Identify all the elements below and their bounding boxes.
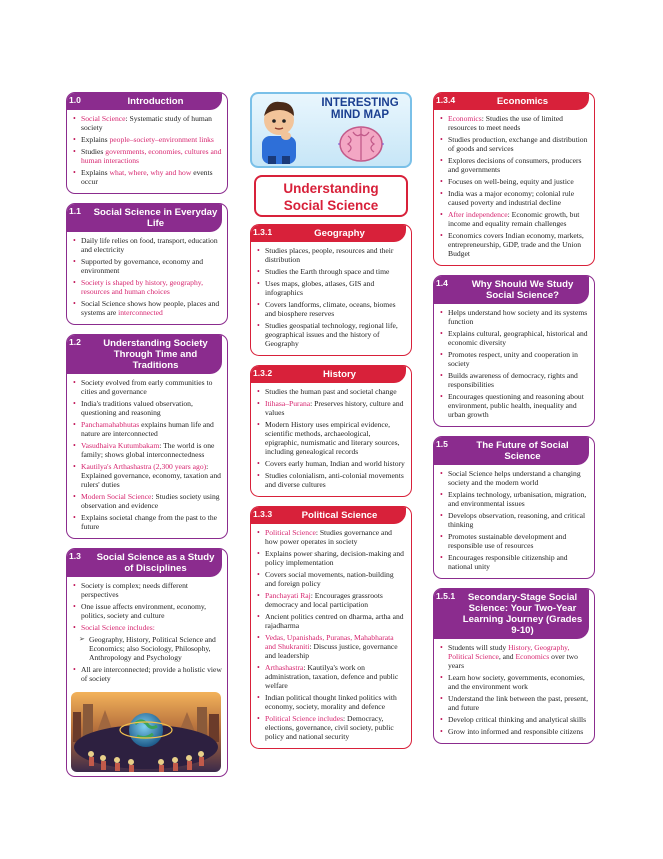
section-title: Why Should We Study Social Science?	[471, 279, 574, 301]
bullet-list	[251, 383, 411, 496]
section-secondary-stage	[433, 588, 595, 744]
list-item: • Students will study History, Geography, Political Science, and Economics over two years	[440, 643, 589, 670]
column-left	[66, 92, 228, 786]
list-item: • Grow into informed and responsible citizens	[440, 727, 589, 736]
list-item: • Studies geospatial technology, regional life, geographical issues and the history of Geography	[257, 321, 406, 348]
list-item: • Studies places, people, resources and their distribution	[257, 246, 406, 264]
section-header	[434, 276, 589, 304]
list-item: • Economics: Studies the use of limited resources to meet needs	[440, 114, 589, 132]
section-number: 1.0	[69, 95, 81, 105]
list-item: • Vedas, Upanishads, Puranas, Mahabharata and Shukraniti: Discuss justice, governance and leadership	[257, 633, 406, 660]
list-item: • Panchamahabhutas explains human life and nature are interconnected	[73, 420, 222, 438]
bullet-list	[67, 232, 227, 324]
section-header	[67, 204, 222, 232]
section-title: Economics	[496, 96, 549, 107]
list-item: • Encourages questioning and reasoning about environment, public health, inequality and urban growth	[440, 392, 589, 419]
section-number: 1.4	[436, 278, 448, 288]
section-title: Geography	[314, 228, 365, 239]
list-item: • Uses maps, globes, atlases, GIS and infographics	[257, 279, 406, 297]
section-disciplines	[66, 548, 228, 777]
list-item: • Society is shaped by history, geography, resources and human choices	[73, 278, 222, 296]
section-geography	[250, 224, 412, 356]
section-title: Social Science as a Study of Disciplines	[96, 552, 215, 574]
list-item: • Develop critical thinking and analytical skills	[440, 715, 589, 724]
list-item: • Arthashastra: Kautilya's work on administration, taxation, defence and public welfare	[257, 663, 406, 690]
list-item: • Explains power sharing, decision-making and policy implementation	[257, 549, 406, 567]
section-number: 1.3	[69, 551, 81, 561]
list-item: • All are interconnected; provide a holistic view of society	[73, 665, 222, 683]
section-title: Secondary-Stage Social Science: Your Two-Year Learning Journey (Grades 9-10)	[462, 592, 583, 636]
list-item: • Studies the Earth through space and time	[257, 267, 406, 276]
section-future	[433, 436, 595, 579]
list-item: • Modern History uses empirical evidence, scientific methods, archaeological, epigraphic, numismatic and literary sources, including genealogical records	[257, 420, 406, 456]
list-item: • Explains technology, urbanisation, migration, and environmental issues	[440, 490, 589, 508]
section-title: Political Science	[301, 510, 378, 521]
list-item: • Explains cultural, geographical, historical and economic diversity	[440, 329, 589, 347]
section-header	[251, 366, 406, 383]
main-title-line2: Social Science	[283, 198, 379, 213]
section-political-science	[250, 506, 412, 749]
list-item: • Indian political thought linked politics with economy, society, morality and defence	[257, 693, 406, 711]
section-title: History	[322, 369, 357, 380]
list-item: • Studies colonialism, anti-colonial movements and diverse cultures	[257, 471, 406, 489]
list-item: • Social Science includes:	[73, 623, 222, 632]
list-item: • Explains what, where, why and how events occur	[73, 168, 222, 186]
section-number: 1.3.3	[253, 509, 273, 519]
list-item: • India's traditions valued observation, questioning and reasoning	[73, 399, 222, 417]
section-number: 1.2	[69, 337, 81, 347]
list-item: • After independence: Economic growth, but income and equality remain challenges	[440, 210, 589, 228]
section-number: 1.1	[69, 206, 81, 216]
list-item: • Society is complex; needs different perspectives	[73, 581, 222, 599]
section-why-study	[433, 275, 595, 427]
list-item: • Social Science: Systematic study of human society	[73, 114, 222, 132]
section-title: The Future of Social Science	[476, 440, 569, 462]
section-header	[434, 437, 589, 465]
list-item: • One issue affects environment, economy, politics, society and culture	[73, 602, 222, 620]
list-item: • Itihasa–Purana: Preserves history, culture and values	[257, 399, 406, 417]
section-economics	[433, 92, 595, 266]
section-introduction	[66, 92, 228, 194]
bullet-list	[251, 524, 411, 748]
list-item: • Modern Social Science: Studies society using observation and evidence	[73, 492, 222, 510]
list-item: • Explains societal change from the past to the future	[73, 513, 222, 531]
list-item: • Daily life relies on food, transport, education and electricity	[73, 236, 222, 254]
section-number: 1.3.1	[253, 227, 273, 237]
list-item: • Studies production, exchange and distribution of goods and services	[440, 135, 589, 153]
list-item: • Kautilya's Arthashastra (2,300 years ago): Explained governance, economy, taxation and rulers' duties	[73, 462, 222, 489]
section-number: 1.3.2	[253, 368, 273, 378]
list-item: • Encourages responsible citizenship and national unity	[440, 553, 589, 571]
section-header	[434, 589, 589, 639]
list-item: • Political Science: Studies governance and how power operates in society	[257, 528, 406, 546]
main-title-box	[254, 175, 408, 217]
list-item: • Studies governments, economies, cultures and human interactions	[73, 147, 222, 165]
section-header	[67, 93, 222, 110]
section-title: Understanding Society Through Time and Traditions	[103, 338, 208, 371]
list-item: • Society evolved from early communities to cities and governance	[73, 378, 222, 396]
section-title: Introduction	[127, 96, 184, 107]
list-item: • Builds awareness of democracy, rights and responsibilities	[440, 371, 589, 389]
section-header	[434, 93, 589, 110]
list-item: • Vasudhaiva Kutumbakam: The world is one family; shows global interconnectedness	[73, 441, 222, 459]
list-item: • Promotes sustainable development and responsible use of resources	[440, 532, 589, 550]
list-item: • Focuses on well-being, equity and justice	[440, 177, 589, 186]
list-item: • Explains people–society–environment links	[73, 135, 222, 144]
bullet-list	[67, 110, 227, 193]
section-everyday-life	[66, 203, 228, 325]
bullet-list	[434, 465, 594, 578]
thinking-boy-icon	[254, 96, 304, 166]
bullet-list	[67, 577, 227, 690]
section-header	[67, 335, 222, 374]
list-item: • Learn how society, governments, economies, and the environment work	[440, 673, 589, 691]
list-item: ➢ Geography, History, Political Science and Economics; also Sociology, Philosophy, Anthropology and Psychology	[73, 635, 222, 662]
section-number: 1.5	[436, 439, 448, 449]
section-through-time	[66, 334, 228, 539]
mind-map-banner	[250, 92, 412, 168]
bullet-list	[434, 639, 594, 743]
section-header	[251, 507, 406, 524]
column-middle	[250, 92, 412, 758]
disciplines-illustration	[71, 692, 221, 772]
list-item: • Covers early human, Indian and world history	[257, 459, 406, 468]
list-item: • Understand the link between the past, present, and future	[440, 694, 589, 712]
column-right	[433, 92, 595, 753]
bullet-list	[434, 110, 594, 265]
list-item: • Political Science includes: Democracy, elections, governance, civil society, public policy and national security	[257, 714, 406, 741]
section-header	[67, 549, 222, 577]
mind-map-title: INTERESTING MIND MAP	[321, 97, 399, 121]
bullet-list	[251, 242, 411, 355]
list-item: • Covers landforms, climate, oceans, biomes and biosphere reserves	[257, 300, 406, 318]
list-item: • Promotes respect, unity and cooperation in society	[440, 350, 589, 368]
section-number: 1.5.1	[436, 591, 456, 601]
section-history	[250, 365, 412, 497]
bullet-list	[67, 374, 227, 538]
section-title: Social Science in Everyday Life	[93, 207, 218, 229]
list-item: • Ancient politics centred on dharma, artha and rajadharma	[257, 612, 406, 630]
list-item: • Social Science helps understand a changing society and the modern world	[440, 469, 589, 487]
brain-icon	[338, 124, 384, 164]
list-item: • Supported by governance, economy and environment	[73, 257, 222, 275]
list-item: • Covers social movements, nation-building and foreign policy	[257, 570, 406, 588]
main-title-line1: Understanding	[283, 181, 379, 196]
list-item: • Social Science shows how people, places and systems are interconnected	[73, 299, 222, 317]
list-item: • Economics covers Indian economy, markets, entrepreneurship, GDP, trade and the Union Budget	[440, 231, 589, 258]
list-item: • Studies the human past and societal change	[257, 387, 406, 396]
list-item: • Explores decisions of consumers, producers and governments	[440, 156, 589, 174]
list-item: • Helps understand how society and its systems function	[440, 308, 589, 326]
section-number: 1.3.4	[436, 95, 456, 105]
list-item: • Develops observation, reasoning, and critical thinking	[440, 511, 589, 529]
section-header	[251, 225, 406, 242]
list-item: • Panchayati Raj: Encourages grassroots democracy and local participation	[257, 591, 406, 609]
list-item: • India was a major economy; colonial rule caused poverty and industrial decline	[440, 189, 589, 207]
bullet-list	[434, 304, 594, 426]
